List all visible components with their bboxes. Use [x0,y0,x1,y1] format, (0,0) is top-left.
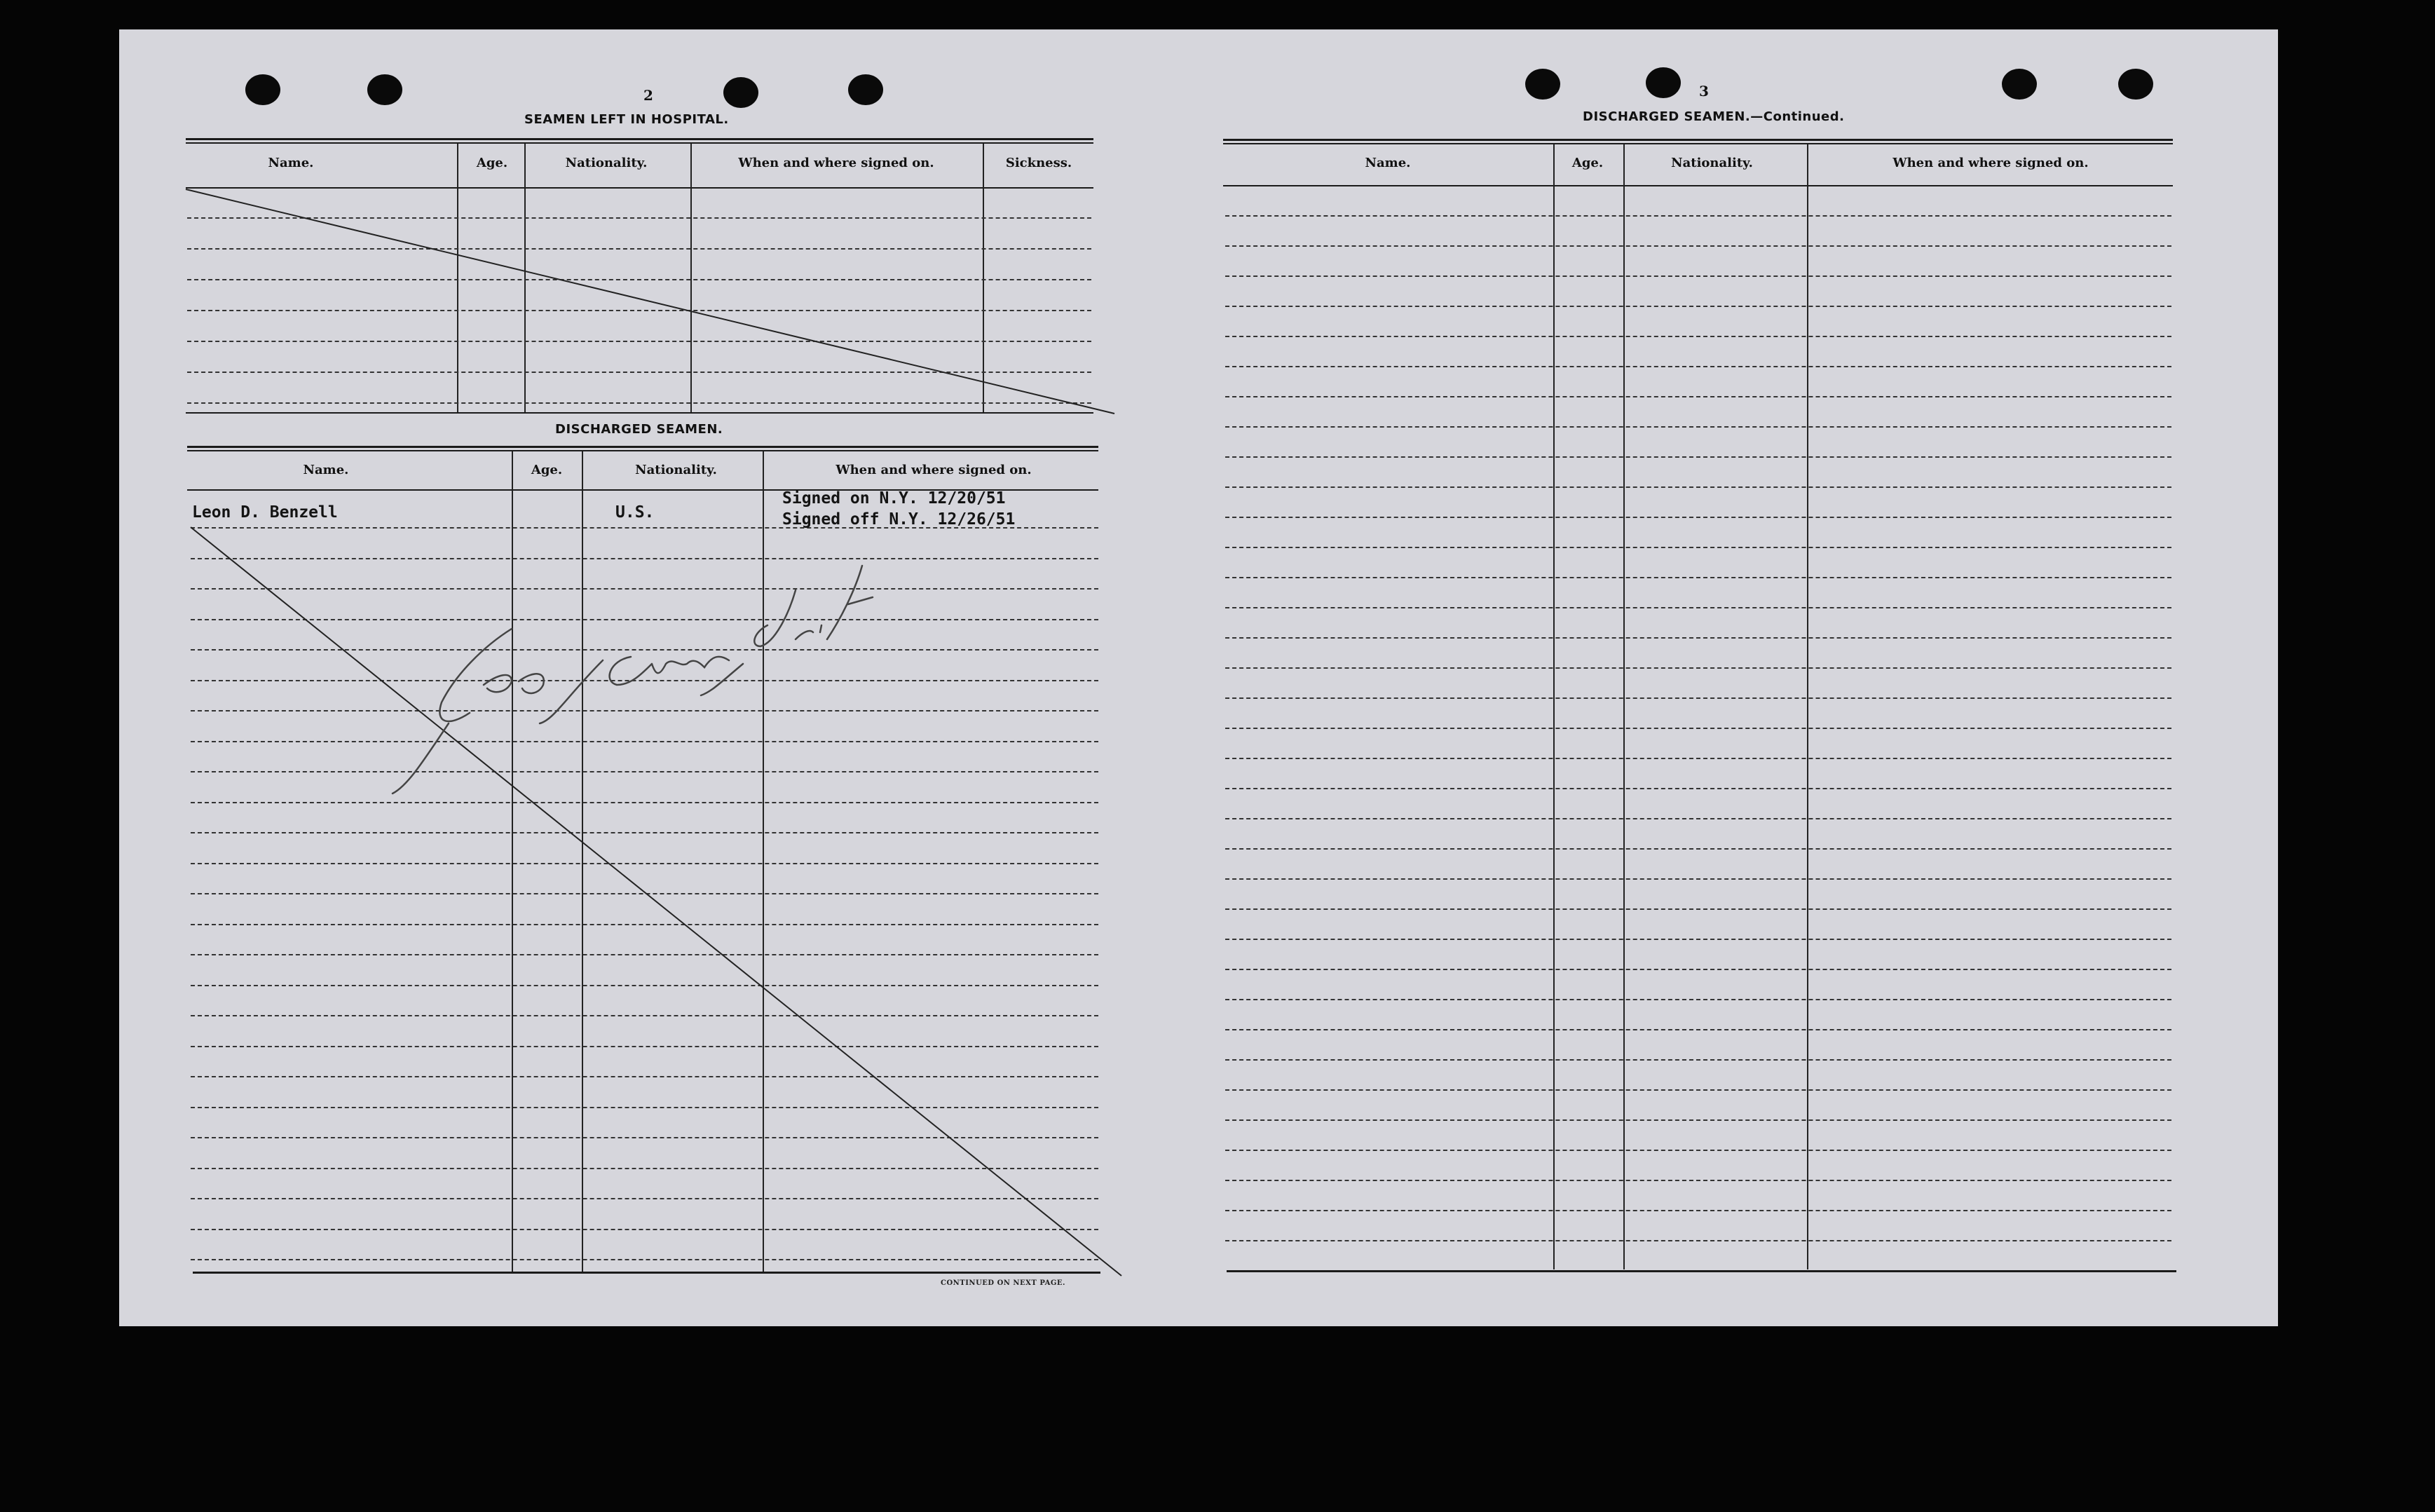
cross-out-overlay [119,29,1171,1326]
ruled-line [1225,908,2171,910]
ruled-line [1225,1240,2171,1241]
ruled-line [1225,577,2171,578]
ruled-line [1225,939,2171,940]
document-paper [119,29,2278,1326]
seaman-signed-on: Signed on N.Y. 12/20/51 [782,489,1006,508]
ruled-line [1225,1089,2171,1091]
ruled-line [1225,667,2171,669]
continued-col-nationality: Nationality. [1671,156,1753,170]
ruled-line [1225,336,2171,337]
ruled-line [1225,1119,2171,1121]
ruled-line [1225,517,2171,518]
ruled-line [1225,878,2171,880]
ruled-line [1225,637,2171,639]
left-page [119,29,1171,1326]
handwritten-note [393,566,873,794]
page-number: 2 [643,87,653,104]
ruled-line [1225,547,2171,548]
discharged-continued-title: DISCHARGED SEAMEN.—Continued. [1583,109,1845,124]
header-rule [1223,185,2173,186]
discharged-cross-out-line [191,527,1121,1276]
column-divider [1623,144,1625,1269]
ruled-line [1225,396,2171,397]
hospital-col-signed-on: When and where signed on. [738,156,934,170]
ruled-line [1225,1150,2171,1151]
column-divider [1807,144,1808,1269]
page-number: 3 [1699,83,1709,100]
discharged-col-name: Name. [303,463,349,477]
column-divider [1553,144,1555,1269]
ruled-line [1225,697,2171,699]
ruled-line [1225,1180,2171,1181]
continued-col-signed-on: When and where signed on. [1892,156,2089,170]
discharged-col-age: Age. [531,463,563,477]
ruled-line [1225,1210,2171,1211]
ruled-line [1225,848,2171,850]
discharged-col-signed-on: When and where signed on. [835,463,1032,477]
ruled-line [1225,969,2171,970]
ruled-line [1225,728,2171,729]
ruled-line [1225,1059,2171,1061]
hospital-col-nationality: Nationality. [565,156,648,170]
continued-col-age: Age. [1571,156,1604,170]
table-top-rule [1223,139,2173,141]
continued-col-name: Name. [1365,156,1411,170]
hospital-cross-out-line [186,189,1114,414]
seaman-nationality: U.S. [615,503,655,522]
ruled-line [1225,999,2171,1000]
ruled-line [1225,788,2171,789]
ruled-line [1225,456,2171,458]
table-bottom-rule [1227,1270,2176,1272]
ruled-line [1225,306,2171,307]
seaman-signed-off: Signed off N.Y. 12/26/51 [782,510,1016,529]
ruled-line [1225,245,2171,247]
ruled-line [1225,215,2171,217]
ruled-line [1225,426,2171,428]
seaman-name: Leon D. Benzell [192,503,338,522]
discharged-col-nationality: Nationality. [635,463,717,477]
ruled-line [1225,366,2171,367]
discharged-section-title: DISCHARGED SEAMEN. [555,422,723,437]
hospital-col-sickness: Sickness. [1005,156,1072,170]
ruled-line [1225,758,2171,759]
table-top-rule [1223,143,2173,144]
hospital-col-age: Age. [476,156,508,170]
ruled-line [1225,1029,2171,1030]
hospital-section-title: SEAMEN LEFT IN HOSPITAL. [524,112,729,127]
ruled-line [1225,607,2171,608]
hospital-col-name: Name. [268,156,314,170]
right-page [1213,29,2278,1326]
continued-footnote: CONTINUED ON NEXT PAGE. [941,1279,1066,1287]
ruled-line [1225,818,2171,819]
ruled-line [1225,486,2171,488]
ruled-line [1225,275,2171,277]
